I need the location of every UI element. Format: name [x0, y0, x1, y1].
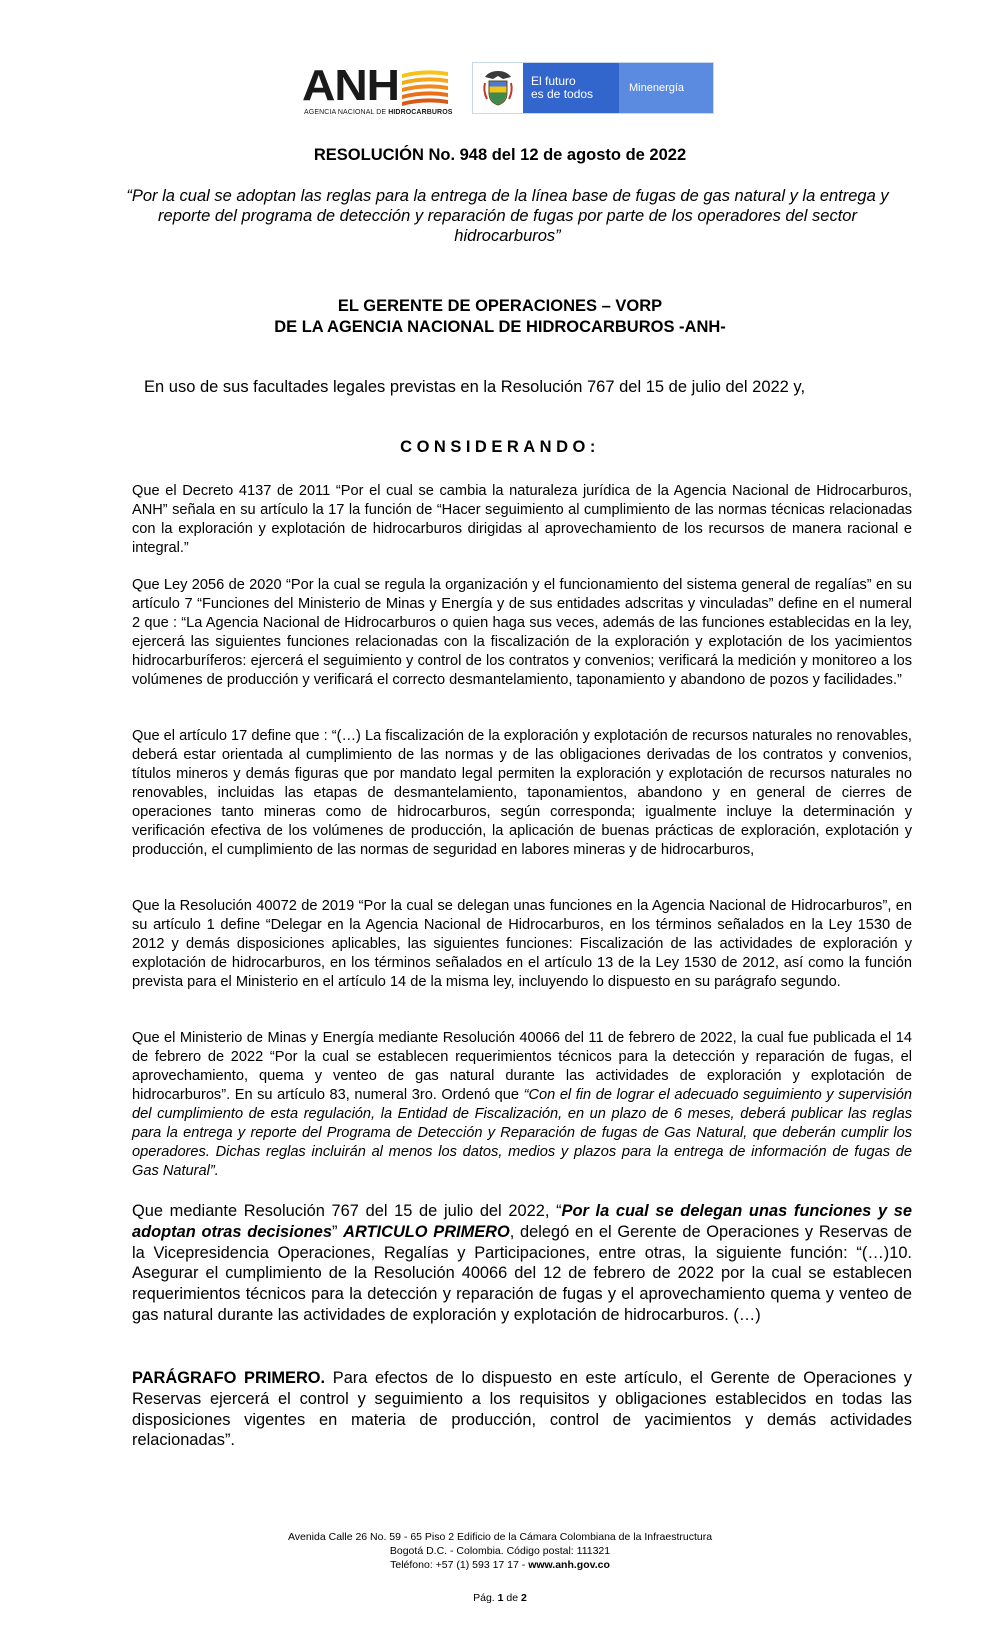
- article-heading: ARTICULO PRIMERO: [343, 1222, 510, 1241]
- paragraph-resolution-40072: Que la Resolución 40072 de 2019 “Por la cual se delegan unas funciones en la Agencia Nacional de Hidrocarburos”, en su artículo 1 define “Delegar en la Agencia Nacional de Hidrocarburos, en los términos señalados en la Ley 1530 de 2012 y demás disposiciones aplicables, las siguientes funciones: Fiscalización de las actividades de exploración y explotación de hidrocarburos, en los términos señalados en el artículo 13 de la Ley 1530 de 2012, así como la función prevista para el Ministerio en el artículo 14 de la misma ley, incluyendo lo dispuesto en su parágrafo segundo.: [132, 898, 912, 990]
- paragraph-article-17: Que el artículo 17 define que : “(…) La fiscalización de la exploración y explotación de recursos naturales no renovables, deberá estar orientada al cumplimiento de las normas y de las obligaciones derivadas de los contratos y convenios, títulos mineros y demás figuras que por mandato legal permiten la exploración y explotación de recursos naturales no renovables, incluidas las etapas de desmantelamiento, taponamientos, abandono y en general de cierres de operaciones tanto mineras como de hidrocarburos, según corresponda; igualmente incluye la determinación y verificación efectiva de los volúmenes de producción, la aplicación de buenas prácticas de exploración, explotación y producción, el cumplimiento de las normas de seguridad en labores mineras y de hidrocarburos,: [132, 728, 912, 858]
- anh-flame-icon: [400, 68, 450, 108]
- website-link[interactable]: www.anh.gov.co: [528, 1559, 610, 1571]
- colombia-coat-of-arms-icon: [473, 63, 523, 113]
- footer-line-3: Teléfono: +57 (1) 593 17 17 - www.anh.gov.co: [390, 1559, 610, 1571]
- header-logos: [300, 62, 714, 122]
- issuer-line-2: DE LA AGENCIA NACIONAL DE HIDROCARBUROS -ANH-: [274, 318, 726, 336]
- issuer-block: [0, 296, 1000, 338]
- quoted-order: “Con el fin de lograr el adecuado seguimiento y supervisión del cumplimiento de esta regulación, la Entidad de Fiscalización, en un plazo de 6 meses, deberá publicar las reglas para la entrega y reporte del Programa de Detección y Reparación de fugas de Gas Natural, que deberán cumplir los operadores. Dichas reglas incluirán al menos los datos, medios y plazos para la entrega de información de fugas de Gas Natural”.: [132, 1087, 912, 1179]
- anh-logo-subtitle: AGENCIA NACIONAL DE HIDROCARBUROS: [304, 109, 453, 116]
- anh-logo-text: ANH: [302, 61, 399, 110]
- anh-logo: [300, 61, 453, 122]
- gov-slogan: El futuro es de todos: [523, 63, 619, 113]
- resolution-767-title: Por la cual se delegan unas funciones y se adoptan otras decisiones: [132, 1202, 912, 1241]
- paragraph-resolution-40066: Que el Ministerio de Minas y Energía mediante Resolución 40066 del 11 de febrero de 2022, la cual fue publicada el 14 de febrero de 2022 “Por la cual se establecen requerimientos técnicos para la detección y reparación de fugas, el aprovechamiento, quema y venteo de gas natural durante las actividades de exploración y explotación de hidrocarburos”. En su artículo 83, numeral 3ro. Ordenó que “Con el fin de lograr el adecuado seguimiento y supervisión del cumplimiento de esta regulación, la Entidad de Fiscalización, en un plazo de 6 meses, deberá publicar las reglas para la entrega y reporte del Programa de Detección y Reparación de fugas de Gas Natural, que deberán cumplir los operadores. Dichas reglas incluirán al menos los datos, medios y plazos para la entrega de información de fugas de Gas Natural”.: [132, 1030, 912, 1179]
- paragraph-decree-4137: Que el Decreto 4137 de 2011 “Por el cual se cambia la naturaleza jurídica de la Agencia Nacional de Hidrocarburos, ANH” señala en su artículo la 17 la función de “Hacer seguimiento al cumplimiento de las normas técnicas relacionadas con la exploración y explotación de hidrocarburos dirigidas al aprovechamiento de los recursos de manera racional e integral.”: [132, 483, 912, 556]
- faculties-statement: En uso de sus facultades legales previstas en la Resolución 767 del 15 de julio del 2022 y,: [144, 378, 806, 396]
- paragraph-paragrafo-primero: PARÁGRAFO PRIMERO. Para efectos de lo dispuesto en este artículo, el Gerente de Operaciones y Reservas ejercerá el control y seguimiento a los requisitos y obligaciones establecidos en todas las disposiciones vigentes en materia de producción, control de yacimientos y demás actividades relacionadas”.: [132, 1369, 912, 1450]
- resolution-title: RESOLUCIÓN No. 948 del 12 de agosto de 2022: [313, 146, 687, 164]
- ministry-label: Minenergía: [619, 63, 713, 113]
- footer-line-1: Avenida Calle 26 No. 59 - 65 Piso 2 Edificio de la Cámara Colombiana de la Infraestructura: [287, 1531, 713, 1543]
- paragraph-law-2056: Que Ley 2056 de 2020 “Por la cual se regula la organización y el funcionamiento del sistema general de regalías” en su artículo 7 “Funciones del Ministerio de Minas y Energía y de sus entidades adscritas y vinculadas” define en el numeral 2 que : “La Agencia Nacional de Hidrocarburos o quien haga sus veces, además de las funciones establecidas en la ley, ejercerá las siguientes funciones relacionadas con la fiscalización de la exploración y explotación de los yacimientos hidrocarburíferos: ejercerá el seguimiento y control de los contratos y convenios; verificará la medición y monitoreo a los volúmenes de producción y verificará el correcto desmantelamiento, taponamiento y abandono de pozos y facilidades.”: [132, 577, 912, 688]
- paragrafo-heading: PARÁGRAFO PRIMERO.: [132, 1369, 326, 1387]
- footer-line-2: Bogotá D.C. - Colombia. Código postal: 111321: [389, 1545, 611, 1557]
- government-logo: [472, 62, 714, 114]
- considering-heading: CONSIDERANDO:: [400, 438, 600, 456]
- page-number: Pág. 1 de 2: [473, 1592, 527, 1604]
- resolution-subtitle: “Por la cual se adoptan las reglas para la entrega de la línea base de fugas de gas natural y la entrega y reporte del programa de detección y reparación de fugas por parte de los operadores del sector hidrocarburos”: [126, 187, 889, 245]
- paragraph-resolution-767: Que mediante Resolución 767 del 15 de julio del 2022, “Por la cual se delegan unas funciones y se adoptan otras decisiones” ARTICULO PRIMERO, delegó en el Gerente de Operaciones y Reservas de la Vicepresidencia Operaciones, Regalías y Participaciones, entre otras, la siguiente función: “(…)10. Asegurar el cumplimiento de la Resolución 40066 del 12 de febrero de 2022 por la cual se establecen requerimientos técnicos para la detección y reparación de fugas y el aprovechamiento quema y venteo de gas natural durante las actividades de exploración y explotación de hidrocarburos. (…): [132, 1202, 913, 1324]
- footer-address: [0, 1530, 1000, 1572]
- issuer-line-1: EL GERENTE DE OPERACIONES – VORP: [337, 297, 663, 315]
